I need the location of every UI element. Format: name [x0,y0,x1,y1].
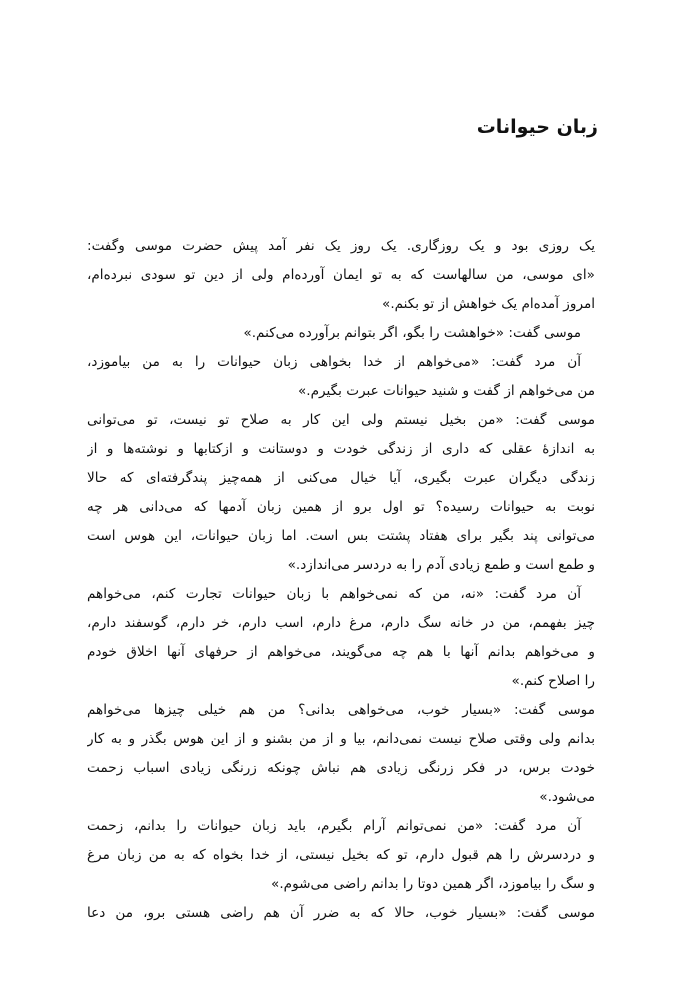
text-line: یک روزی بود و یک روزگاری. یک روز یک نفر آمد پیش حضرت موسی وگفت: [87,238,595,254]
text-line: بدانم ولی وقتی صلاح نیست نمی‌دانم، بیا و از من بشنو و از این هوس بگذر و به کار [87,731,595,747]
text-line: به اندازهٔ عقلی که داری از زندگی خودت و دوستانت و ازکتابها و نوشته‌ها و از [87,441,595,457]
text-line: موسی گفت: «خواهشت را بگو، اگر بتوانم برآورده می‌کنم.» [243,325,581,341]
text-line: آن مرد گفت: «می‌خواهم از خدا بخواهی زبان حیوانات را به من بیاموزد، [87,354,581,370]
text-line: و طمع است و طمع زیادی آدم را به دردسر می‌اندازد.» [287,557,595,573]
text-line: موسی گفت: «بسیار خوب، می‌خواهی بدانی؟ من هم خیلی چیزها می‌خواهم [87,702,595,718]
text-line: چیز بفهمم، من در خانه سگ دارم، مرغ دارم، اسب دارم، خر دارم، گوسفند دارم، [87,615,595,631]
text-line: «ای موسی، من سالهاست که به تو ایمان آورده‌ام ولی از دین تو سودی نبرده‌ام، [87,267,595,283]
text-line: موسی گفت: «من بخیل نیستم ولی این کار به صلاح تو نیست، تو می‌توانی [87,412,595,428]
text-line: می‌شود.» [539,789,595,805]
text-line: خودت برس، در فکر زرنگی زیادی هم نباش چونکه زرنگی زیادی اسباب زحمت [87,760,595,776]
text-line: من می‌خواهم از گفت و شنید حیوانات عبرت بگیرم.» [297,383,595,399]
text-line: و دردسرش را هم قبول دارم، تو که بخیل نیستی، از خدا بخواه که به من زبان مرغ [87,847,595,863]
text-line: موسی گفت: «بسیار خوب، حالا که به ضرر آن هم راضی هستی برو، من دعا [87,905,595,921]
text-line: امروز آمده‌ام یک خواهش از تو بکنم.» [382,296,595,312]
text-line: زندگی دیگران عبرت بگیری، آیا خیال می‌کنی از همه‌چیز پندگرفته‌ای که حالا [87,470,595,486]
text-line: می‌توانی پند بگیر برای هفتاد پشتت بس است. اما زبان حیوانات، این هوس است [87,528,595,544]
story-text [87,232,595,928]
text-line: آن مرد گفت: «من نمی‌توانم آرام بگیرم، باید زبان حیوانات را بدانم، زحمت [87,818,581,834]
text-line: و می‌خواهم بدانم آنها با هم چه می‌گویند، می‌خواهم از حرفهای آنها اخلاق خودم [87,644,595,660]
chapter-title: زبان حیوانات [476,116,598,138]
text-line: نوبت به حیوانات رسیده؟ تو اول برو از همین زبان آدمها که می‌دانی هر چه [87,499,595,515]
text-line: را اصلاح کنم.» [511,673,595,689]
text-line: و سگ را بیاموزد، اگر همین دوتا را بدانم راضی می‌شوم.» [271,876,595,892]
text-line: آن مرد گفت: «نه، من که نمی‌خواهم با زبان حیوانات تجارت کنم، می‌خواهم [87,586,581,602]
